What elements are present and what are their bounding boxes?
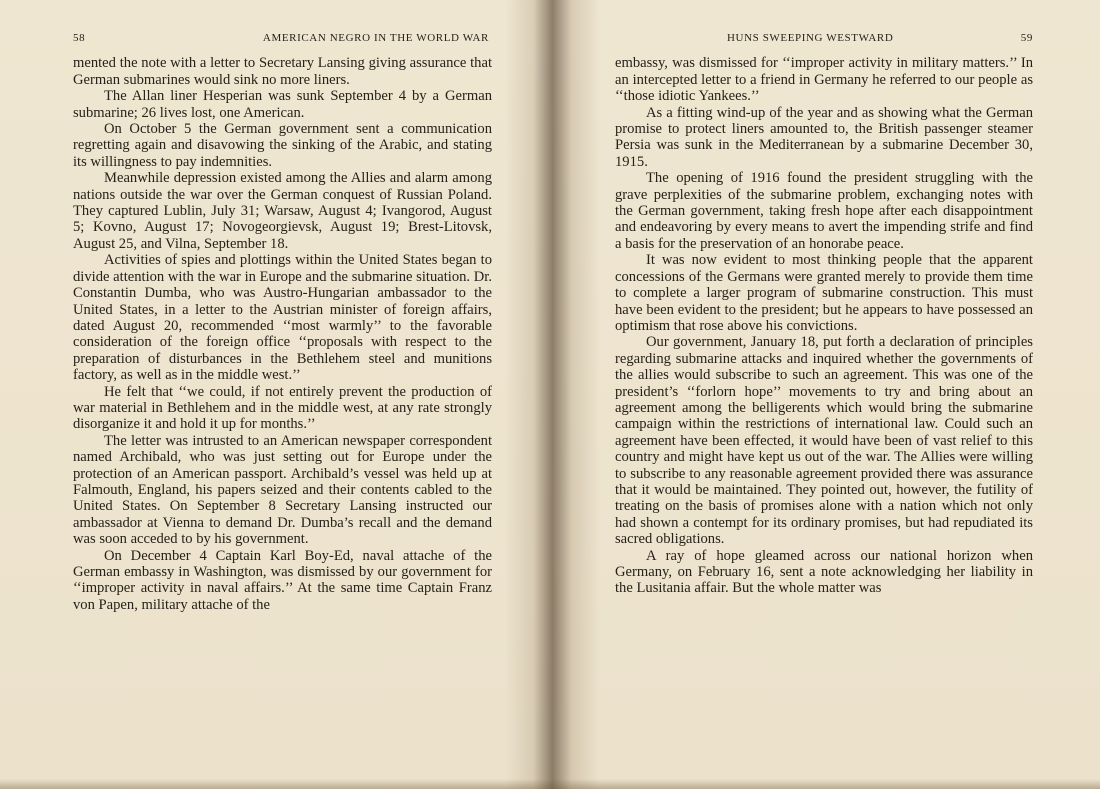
paragraph: As a fitting wind-up of the year and as showing what the German promise to protect liners amounted to, the British passenger steamer Persia was sunk in the Mediterranean by a submarine December 30, 1915.: [615, 104, 1033, 170]
paragraph: Our government, January 18, put forth a declaration of principles regarding submarine attacks and inquired whether the governments of the allies would subscribe to such an agreement. This was one of the president’s ‘‘forlorn hope’’ movements to try and bring about an agreement among the belligerents which would bring the submarine campaign within the restrictions of international law. Could such an agreement have been effected, it would have been of vast relief to this country and might have kept us out of the war. The Allies were willing to subscribe to any reasonable agreement provided there was assurance that it would be maintained. They pointed out, however, the futility of treating on the basis of promises alone with a nation which not only had shown a contempt for its ordinary promises, but had repudiated its sacred obligations.: [615, 334, 1033, 548]
left-page: [73, 30, 492, 613]
paragraph: The opening of 1916 found the president struggling with the grave perplexities of the submarine problem, exchanging notes with the German government, taking fresh hope after each disappointment and endeavoring by every means to avert the impending strife and find a basis for the preservation of an honorabe peace.: [615, 170, 1033, 252]
paragraph: Meanwhile depression existed among the Allies and alarm among nations outside the war over the German conquest of Russian Poland. They captured Lublin, July 31; Warsaw, August 4; Ivangorod, August 5; Kovno, August 17; Novogeorgievsk, August 19; Brest-Litovsk, August 25, and Vilna, September 18.: [73, 170, 492, 252]
right-running-title: HUNS SWEEPING WESTWARD: [727, 32, 894, 44]
left-running-title: AMERICAN NEGRO IN THE WORLD WAR: [262, 32, 489, 44]
paragraph: The Allan liner Hesperian was sunk September 4 by a German submarine; 26 lives lost, one American.: [73, 88, 492, 121]
paragraph: mented the note with a letter to Secretary Lansing giving assurance that German submarines would sink no more liners.: [73, 55, 492, 88]
paragraph: A ray of hope gleamed across our national horizon when Germany, on February 16, sent a note acknowledging her liability in the Lusitania affair. But the whole matter was: [615, 547, 1033, 597]
paragraph: On December 4 Captain Karl Boy-Ed, naval attache of the German embassy in Washington, was dismissed by our government for ‘‘improper activity in naval affairs.’’ At the same time Captain Franz von Papen, military attache of the: [73, 547, 492, 613]
left-running-head: [73, 30, 492, 46]
right-running-head: [615, 30, 1033, 46]
page-edge-shadow: [0, 779, 1100, 789]
book-gutter-shadow: [505, 0, 600, 789]
right-page-body: [615, 55, 1033, 596]
paragraph: embassy, was dismissed for ‘‘improper activity in military matters.’’ In an intercepted letter to a friend in Germany he referred to our people as ‘‘those idiotic Yankees.’’: [615, 55, 1033, 105]
page-number-left: 58: [73, 32, 86, 44]
paragraph: He felt that ‘‘we could, if not entirely prevent the production of war material in Bethlehem and in the middle west, at any rate strongly disorganize it and hold it up for months.’’: [73, 383, 492, 433]
paragraph: Activities of spies and plottings within the United States began to divide attention with the war in Europe and the submarine situation. Dr. Constantin Dumba, who was Austro-Hungarian ambassador to the United States, in a letter to the Austrian minister of foreign affairs, dated August 20, recommended ‘‘most warmly’’ to the favorable consideration of the foreign office ‘‘proposals with respect to the preparation of disturbances in the Bethlehem steel and munitions factory, as well as in the middle west.’’: [73, 252, 492, 384]
paragraph: The letter was intrusted to an American newspaper correspondent named Archibald, who was just setting out for Europe under the protection of an American passport. Archibald’s vessel was held up at Falmouth, England, his papers seized and their contents cabled to the United States. On September 8 Secretary Lansing instructed our ambassador at Vienna to demand Dr. Dumba’s recall and the demand was soon acceded to by his government.: [73, 432, 492, 548]
right-page: [615, 30, 1033, 597]
page-number-right: 59: [1020, 32, 1033, 44]
paragraph: It was now evident to most thinking people that the apparent concessions of the Germans were granted merely to provide them time to complete a larger program of submarine construction. This must have been evident to the president; but he appears to have possessed an optimism that rose above his convictions.: [615, 252, 1033, 334]
left-page-body: [73, 55, 492, 613]
paragraph: On October 5 the German government sent a communication regretting again and disavowing the sinking of the Arabic, and stating its willingness to pay indemnities.: [73, 121, 492, 170]
